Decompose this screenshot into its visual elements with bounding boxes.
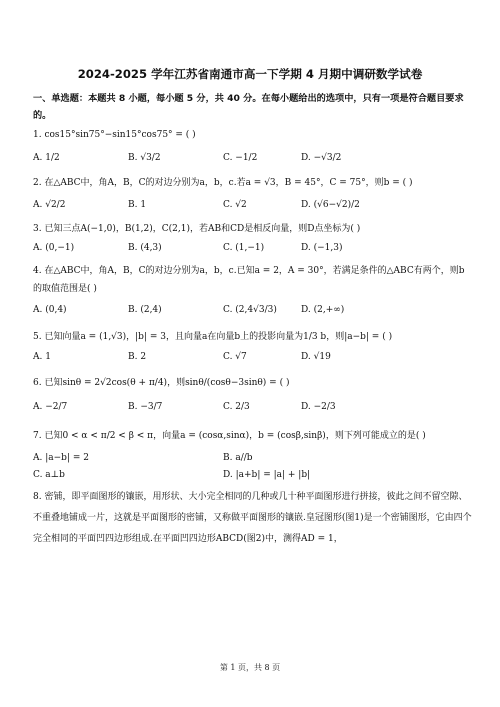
question-8-stem: 8. 密铺，即平面图形的镶嵌，用形状、大小完全相同的几种或几十种平面图形进行拼接，彼此之间不留空隙、不重叠地铺成一片，这就是平面图形的密铺，又称做平面图形的镶嵌.皇冠图形(图1)是一个密铺图形，它由四个完全相同的平面凹四边形组成.在平面凹四边形ABCD(图2)中，测得AD = 1，: [33, 492, 472, 544]
option-c: C. −1/2: [223, 153, 258, 163]
question-4-options: [33, 305, 473, 321]
question-2-stem: 2. 在△ABC中，角A，B，C的对边分别为a，b，c.若a = √3，B = 45°，C = 75°，则b = ( ): [33, 178, 413, 188]
option-c: C. a⊥b: [33, 470, 65, 480]
option-a: A. −2/7: [33, 402, 68, 412]
option-d: D. |a+b| = |a| + |b|: [223, 470, 311, 480]
option-b: B. 2: [128, 352, 147, 362]
option-b: B. −3/7: [128, 402, 163, 412]
option-c: C. (2,4√3/3): [223, 305, 277, 315]
option-b: B. a//b: [223, 453, 253, 463]
option-a: A. |a−b| = 2: [33, 453, 89, 463]
option-c: C. 2/3: [223, 402, 250, 412]
option-b: B. (4,3): [128, 243, 162, 253]
option-c: C. √7: [223, 352, 247, 362]
option-a: A. (0,4): [33, 305, 67, 315]
question-5-stem: 5. 已知向量a = (1,√3)，|b| = 3，且向量a在向量b上的投影向量为1/3 b，则|a−b| = ( ): [33, 332, 393, 342]
question-3-options: [33, 243, 473, 259]
question-6-options: [33, 402, 473, 418]
page-footer: 第 1 页，共 8 页: [219, 663, 281, 672]
option-c: C. (1,−1): [223, 243, 265, 253]
section-heading: 一、单选题：本题共 8 小题，每小题 5 分，共 40 分。在每小题给出的选项中，只有一项是符合题目要求的。: [33, 93, 464, 121]
question-6-stem: 6. 已知sinθ = 2√2cos(θ + π/4)，则sinθ/(cosθ−3sinθ) = ( ): [33, 378, 290, 388]
question-3-stem: 3. 已知三点A(−1,0)，B(1,2)，C(2,1)，若AB和CD是相反向量，则D点坐标为( ): [33, 224, 361, 234]
option-d: D. −2/3: [301, 402, 336, 412]
question-7-stem: 7. 已知0 < α < π/2 < β < π，向量a = (cosα,sinα)，b = (cosβ,sinβ)，则下列可能成立的是( ): [33, 431, 426, 441]
option-d: D. −√3/2: [301, 153, 342, 163]
question-5-options: [33, 352, 473, 368]
option-a: A. 1: [33, 352, 51, 362]
question-1-stem: 1. cos15°sin75°−sin15°cos75° = ( ): [33, 130, 196, 140]
option-d: D. (−1,3): [301, 243, 343, 253]
question-1-options: [33, 153, 473, 169]
option-c: C. √2: [223, 200, 247, 210]
option-a: A. 1/2: [33, 153, 60, 163]
option-a: A. √2/2: [33, 200, 66, 210]
question-7-options-row-2: [33, 470, 473, 486]
option-a: A. (0,−1): [33, 243, 75, 253]
question-7-options-row-1: [33, 453, 473, 469]
option-b: B. √3/2: [128, 153, 161, 163]
option-b: B. (2,4): [128, 305, 162, 315]
option-d: D. √19: [301, 352, 331, 362]
question-2-options: [33, 200, 473, 216]
option-d: D. (2,+∞): [301, 305, 345, 315]
question-4-stem: 4. 在△ABC中，角A，B，C的对边分别为a，b，c.已知a = 2，A = 30°，若满足条件的△ABC有两个，则b的取值范围是( ): [33, 266, 465, 294]
option-b: B. 1: [128, 200, 147, 210]
page-title: 2024-2025 学年江苏省南通市高一下学期 4 月期中调研数学试卷: [77, 67, 423, 81]
option-d: D. (√6−√2)/2: [301, 200, 360, 210]
